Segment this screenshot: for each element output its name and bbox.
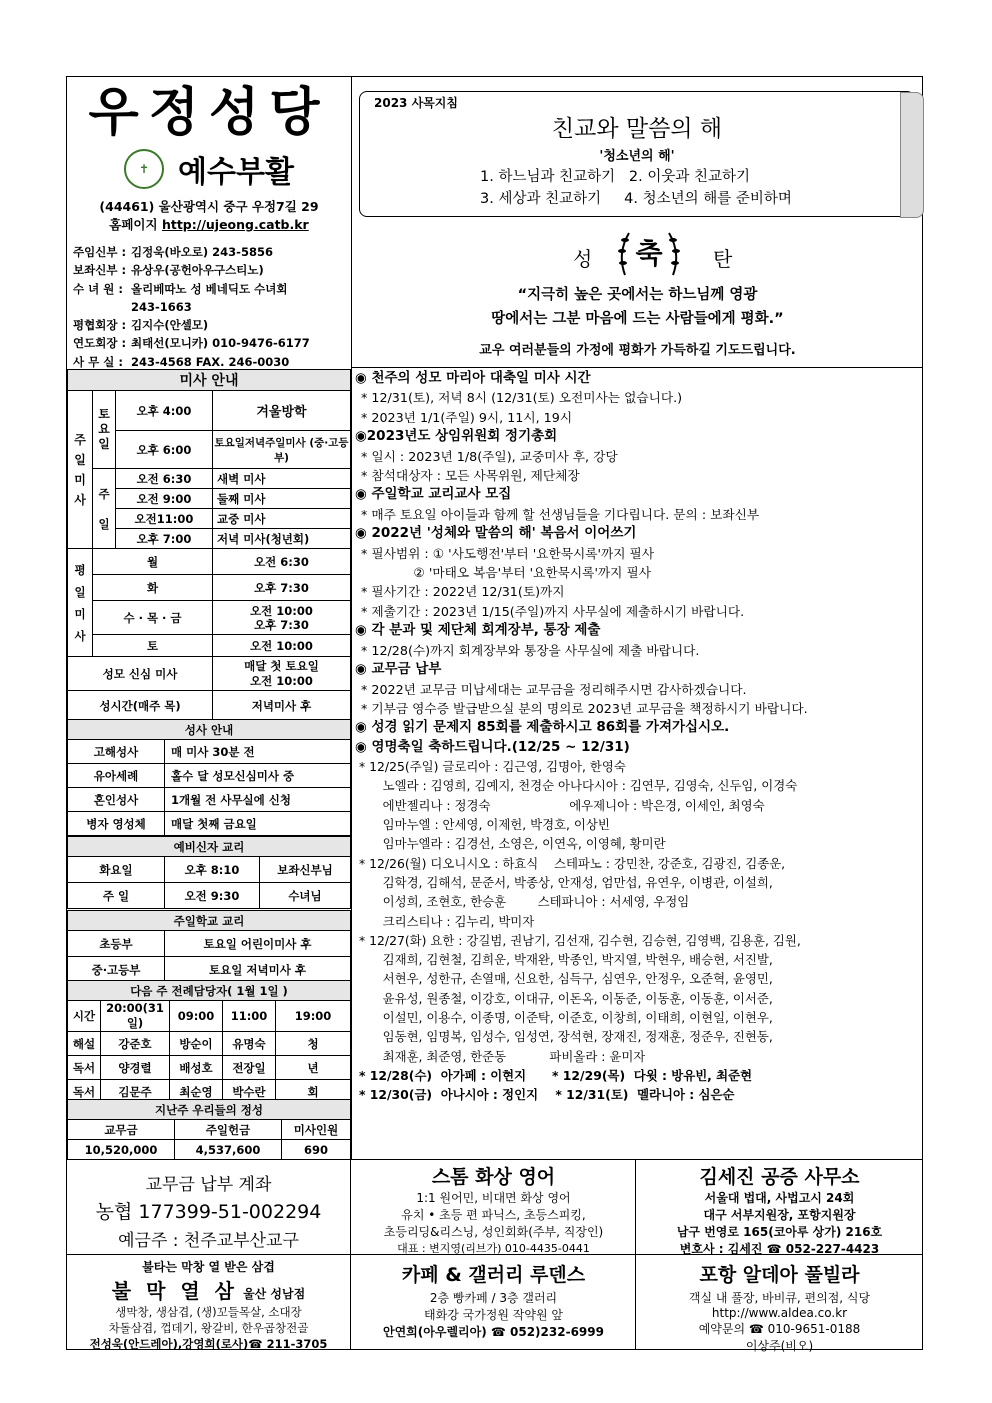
mass-schedule-table: 미사 안내 주 일 미 사 토 요 일 오후 4:00 겨울방학 오후 6:00 토요일저녁주일미사 (중·고등부) 주 일 오전 6:30 새벽 미사 오전 9:00 둘째 미사 오전11:00 교중 미사 오후 7:00 저녁 미사(청년회) 평 일 미 사 월 오전 6:30 화 오후 7:30 수 · 목 · 금 오전 10:00 오후 7:30 토 오전 10:00 성모 신심 미사 매달 첫 토요일 오전 10:00 성시간(매주 목) 저녁미사 후 <box>67 369 351 721</box>
offering-table: 지난주 우리들의 정성 교무금 주일헌금 미사인원 10,520,000 4,537,600 690 <box>67 1099 351 1160</box>
laurel-wreath-icon <box>615 227 683 279</box>
notice-heading: ◉ 주일학교 교리교사 모집 <box>355 486 512 503</box>
notice-heading: ◉ 천주의 성모 마리아 대축일 미사 시간 <box>355 370 591 386</box>
pastoral-motto-box: 2023 사목지침 친교와 말씀의 해 '청소년의 해' 1. 하느님과 친교하기 2. 이웃과 친교하기 3. 세상과 친교하기 4. 청소년의 해를 준비하며 <box>359 91 915 217</box>
staff-list <box>73 243 351 371</box>
right-column <box>353 77 922 1159</box>
section-divider <box>351 367 922 368</box>
sunday-school-table: 주일학교 교리 초등부 토요일 어린이미사 후 중·고등부 토요일 저녁미사 후 <box>67 910 351 983</box>
mass-title: 미사 안내 <box>68 370 351 391</box>
parish-title: 우정성당 <box>88 83 330 143</box>
motto-main: 친교와 말씀의 해 <box>551 116 723 142</box>
ad-cafe-ludens: 카페 & 갤러리 루덴스 2층 빵카페 / 3층 갤러리 태화강 국가정원 작약원 앞 안연희(아우렐리아) ☎ 052)232-6999 <box>383 1264 604 1339</box>
notice-heading: ◉ 영명축일 축하드립니다.(12/25 ~ 12/31) <box>355 738 630 755</box>
catechumen-table: 예비신자 교리 화요일 오후 8:10 보좌신부님 주 일 오전 9:30 수녀님 <box>67 836 351 909</box>
bulletin-page <box>66 76 923 1353</box>
feast-list: * 12/25(주일) 글로리아 : 김근영, 김명아, 한영숙 노엘라 : 김영희, 김예지, 천경순 아나다시아 : 김연무, 김영숙, 신두임, 이경숙 에반젤리나 : 정경숙 에우제니아 : 박은경, 이세인, 최영숙 임마누엘 : 안세영, 이제헌, 박경호, 이상빈 임마누엘라 : 김경선, 소영은, 이연옥, 이영혜, 황미란 * 12/26(월) 디오니시오 : 하효식 스테파노 : 강민찬, 강준호, 김광진, 김종운, 김학경, 김해석, 문준서, 박종상, 안재성, 엄만섭, 유연우, 이병관, 이설희, 이성희, 조현호, 한승훈 스테파니아 : 서세영, 우정임 크리스티나 : 김누리, 박미자 * 12/27(화) 요한 : 강길범, 권남기, 김선재, 김수현, 김승현, 김영백, 김용훈, 김원, 김재희, 김현철, 김희운, 박재완, 박종인, 박지열, 박현우, 배승현, 서진발, 서현우, 성한규, 손열매, 신요한, 심득구, 심연우, 안정우, 오준혁, 윤영민, 윤유성, 원종철, 이강호, 이대규, 이돈옥, 이동준, 이동훈, 이동훈, 이서준, 이설민, 이용수, 이종명, 이준탁, 이준호, 이창희, 이태희, 이현일, 이현우, 임동현, 임명복, 임성수, 임성연, 장석현, 장재진, 정재훈, 정준우, 진현동, 최재훈, 최준영, 한준동 파비올라 : 윤미자 * 12/28(수) 아가페 : 이현지 * 12/29(목) 다윗 : 방유빈, 최준현 * 12/30(금) 아나시아 : 정인지 * 12/31(토) 멜라니아 : 심은순 <box>359 759 801 1103</box>
ad-offering-account: 교무금 납부 계좌 농협 177399-51-002294 예금주 : 천주교부산교구 <box>95 1175 322 1251</box>
staff-row: 연도회장 : 최태선(모니카) 010-9476-6177 <box>73 336 310 351</box>
staff-row: 평협회장 : 김지수(안셀모) <box>73 318 209 333</box>
homepage-link[interactable]: http://ujeong.catb.kr <box>161 217 309 232</box>
notice-heading: ◉2023년도 상임위원회 정기총회 <box>355 428 558 445</box>
sunday-label: 주 일 <box>93 469 116 549</box>
left-column <box>67 77 352 1159</box>
ad-notary-office: 김세진 공증 사무소 서울대 법대, 사법고시 24회 대구 서부지원장, 포항지원장 남구 번영로 165(코아루 상가) 216호 변호사 : 김세진 ☎ 052-227-4423 <box>676 1166 883 1256</box>
notice-heading: ◉ 2022년 '성체와 말씀의 해' 복음서 이어쓰기 <box>355 525 637 542</box>
ad-storm-english: 스톰 화상 영어 1:1 원어민, 비대면 화상 영어 유치 • 초등 편 파닉스, 초등스피킹, 초등리딩&리스닝, 성인회화(주부, 직장인) 대표 : 변지영(리브가) 010-4435-0441 <box>383 1166 604 1255</box>
notice-heading: ◉ 성경 읽기 문제지 85회를 제출하시고 86회를 가져가십시오. <box>355 719 730 736</box>
christmas-banner: 성 축 탄 <box>353 227 922 277</box>
staff-row: 수 녀 원 : 올리베따노 성 베네딕도 수녀회 <box>73 281 288 296</box>
staff-row: 보좌신부 : 유상우(공헌아우구스티노) <box>73 263 264 278</box>
ad-bulmak-restaurant: 불타는 막창 열 받은 삼겹 불 막 열 삼 울산 성남점 생막창, 생삼겹, (생)꼬들목살, 소대장 차돌삼겹, 껍데기, 왕갈비, 한우곱창전골 전성욱(안드레아),강영희(로사)☎ 211-3705 <box>89 1260 328 1351</box>
parish-address: (44461) 울산광역시 중구 우정7길 29 <box>99 199 319 214</box>
saturday-label: 토 요 일 <box>93 391 116 469</box>
christmas-quote: “지극히 높은 곳에서는 하느님께 영광 땅에서는 그분 마음에 드는 사람들에게 평화.” <box>491 287 784 327</box>
ad-aldea-poolvilla: 포항 알데아 풀빌라 객실 내 풀장, 바비큐, 편의점, 식당 http://www.aldea.co.kr 예약문의 ☎ 010-9651-0188 이상주(비오) <box>688 1264 871 1353</box>
homepage-label: 홈페이지 <box>109 217 158 232</box>
christmas-blessing: 교우 여러분들의 가정에 평화가 가득하길 기도드립니다. <box>479 343 796 358</box>
staff-row: 243-1663 <box>131 299 192 314</box>
staff-row: 사 무 실 : 243-4568 FAX. 246-0030 <box>73 354 290 369</box>
parish-subtitle: 예수부활 <box>178 155 294 190</box>
notice-heading: ◉ 각 분과 및 제단체 회계장부, 통장 제출 <box>355 622 601 639</box>
advertisement-section <box>67 1159 922 1353</box>
homepage-line <box>67 215 351 233</box>
sunday-mass-label: 주 일 미 사 <box>68 391 93 549</box>
sacrament-table: 성사 안내 고해성사 매 미사 30분 전 유아세례 홀수 달 성모신심미사 중 혼인성사 1개월 전 사무실에 신청 병자 영성체 매달 첫째 금요일 <box>67 719 351 836</box>
staff-row: 주임신부 : 김정욱(바오로) 243-5856 <box>73 245 273 259</box>
notice-list: ◉ 천주의 성모 마리아 대축일 미사 시간 * 12/31(토), 저녁 8시 (12/31(토) 오전미사는 없습니다.) * 2023년 1/1(주일) 9시, 11시, 19시 ◉2023년도 상임위원회 정기총회 * 일시 : 2023년 1/8(주일), 교중미사 후, 강당 * 참석대상자 : 모든 사목위원, 제단체장 ◉ 주일학교 교리교사 모집 * 매주 토요일 아이들과 함께 할 선생님들을 기다립니다. 문의 : 보좌신부 ◉ 2022년 '성체와 말씀의 해' 복음서 이어쓰기 * 필사범위 : ① '사도행전'부터 '요한묵시록'까지 필사 ② '마태오 복음'부터 '요한묵시록'까지 필사 * 필사기간 : 2022년 12/31(토)까지 * 제출기간 : 2023년 1/15(주일)까지 사무실에 제출하시기 바랍니다. ◉ 각 분과 및 제단체 회계장부, 통장 제출 * 12/28(수)까지 회계장부와 통장을 사무실에 제출 바랍니다. ◉ 교무금 납부 * 2022년 교무금 미납세대는 교무금을 정리해주시면 감사하겠습니다. * 기부금 영수증 발급받으실 분의 명의로 2023년 교무금을 책정하시기 바랍니다. ◉ 성경 읽기 문제지 85회를 제출하시고 86회를 가져가십시오. ◉ 영명축일 축하드립니다.(12/25 ~ 12/31) * 12/25(주일) 글로리아 : 김근영, 김명아, 한영숙 노엘라 : 김영희, 김예지, 천경순 아나다시아 : 김연무, 김영숙, 신두임, 이경숙 에반젤리나 : 정경숙 에우제니아 : 박은경, 이세인, 최영숙 임마누엘 : 안세영, 이제헌, 박경호, 이상빈 임마누엘라 : 김경선, 소영은, 이연옥, 이영혜, 황미란 * 12/26(월) 디오니시오 : 하효식 스테파노 : 강민찬, 강준호, 김광진, 김종운, 김학경, 김해석, 문준서, 박종상, 안재성, 엄만섭, 유연우, 이병관, 이설희, 이성희, 조현호, 한승훈 스테파니아 : 서세영, 우정임 크리스티나 : 김누리, 박미자 * 12/27(화) 요한 : 강길범, 권남기, 김선재, 김수현, 김승현, 김영백, 김용훈, 김원, 김재희, 김현철, 김희운, 박재완, 박종인, 박지열, 박현우, 배승현, 서진발, 서현우, 성한규, 손열매, 신요한, 심득구, 심연우, 안정우, 오준혁, 윤영민, 윤유성, 원종철, 이강호, 이대규, 이돈옥, 이동준, 이동훈, 이동훈, 이서준, 이설민, 이용수, 이종명, 이준탁, 이준호, 이창희, 이태희, 이현일, 이현우, 임동현, 임명복, 임성수, 임성연, 장석현, 장재진, 정재훈, 정준우, 진현동, 최재훈, 최준영, 한준동 파비올라 : 윤미자 * 12/28(수) 아가페 : 이현지 * 12/29(목) 다윗 : 방유빈, 최준현 * 12/30(금) 아나시아 : 정인지 * 12/31(토) 멜라니아 : 심은순 <box>355 369 921 1104</box>
liturgy-roster-table: 다음 주 전례담당자( 1월 1일 ) 시간 20:00(31일) 09:00 11:00 19:00 해설 강준호 방순이 유명숙 청 독서 양경렬 배성호 전장일 년 독서 김문주 최순영 박수란 회 <box>67 980 351 1104</box>
weekday-mass-label: 평 일 미 사 <box>68 549 93 657</box>
notice-heading: ◉ 교무금 납부 <box>355 661 442 678</box>
christmas-center-char: 축 <box>635 237 663 270</box>
parish-emblem-icon: ✝ <box>124 149 164 189</box>
